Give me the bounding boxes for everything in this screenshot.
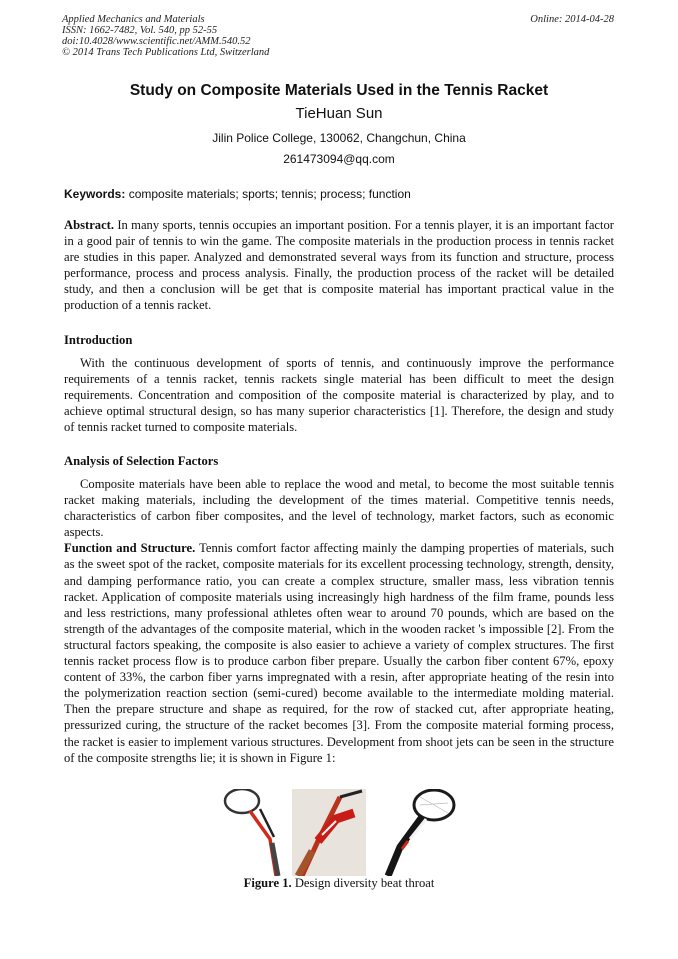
keywords-text: composite materials; sports; tennis; process; function: [125, 187, 411, 201]
keywords: [64, 187, 616, 201]
introduction-body: [64, 355, 614, 435]
figure-caption-text: Design diversity beat throat: [291, 876, 435, 890]
online-date: Online: 2014-04-28: [530, 14, 614, 25]
issn-line: ISSN: 1662-7482, Vol. 540, pp 52-55: [62, 25, 218, 36]
figure-label: Figure 1.: [243, 876, 292, 890]
abstract-text: In many sports, tennis occupies an important position. For a tennis player, it is an important factor in a good pair of tennis to win the game. The composite materials in the production process in tennis racket are studies in this paper. Analyzed and demonstrated several ways from its function and structure, process performance, process and process analysis. Finally, the production process of the racket will be detailed study, and then a conclusion will be get that is composite material has important practical value in the production of a tennis racket.: [64, 218, 614, 313]
analysis-intro-text: Composite materials have been able to replace the wood and metal, to become the most suitable tennis racket making materials, including the development of the times material. Competitive tennis needs, characteristics of carbon fiber composites, and the level of technology, market factors, such as economic aspects.: [64, 477, 614, 540]
journal-name: Applied Mechanics and Materials: [62, 14, 205, 25]
affiliation: Jilin Police College, 130062, Changchun, China: [212, 131, 466, 145]
journal-header: [62, 14, 618, 58]
abstract: [64, 217, 614, 314]
copyright-line: © 2014 Trans Tech Publications Ltd, Switzerland: [62, 47, 270, 58]
analysis-heading: Analysis of Selection Factors: [64, 454, 219, 468]
author-email[interactable]: 261473094@qq.com: [283, 152, 395, 166]
function-structure-text: Tennis comfort factor affecting mainly the damping properties of materials, such as the sweet spot of the racket, composite materials for its excellent processing technology, strength, density, and damping performance ratio, you can create a complex structure, smaller mass, less vibration tennis racket. Application of composite materials using increasingly high hardness of the film frame, pounds less and less restrictions, many professional athletes often wear to around 70 pounds, which are based on the strength of the advantages of the composite material, which in the wooden racket 's impossible [2]. From the structural factors speaking, the composite is also easier to achieve a variety of complex structures. The first tennis racket process flow is to produce carbon fiber prepare. Usually the carbon fiber content 67%, epoxy content of 33%, the carbon fiber yarns impregnated with a resin, after appropriate heating of the resin into the polymerization reaction section (semi-cured) become available to the intermediate molding material. Then the prepare structure and shape as required, for the row of stacked cut, after appropriate heating, pressurized curing, the structure of the racket becomes [3]. From the composite material forming process, the racket is easier to implement various structures. Development from shoot jets can be seen in the structure of the composite strengths lie; it is shown in Figure 1:: [64, 541, 614, 765]
racket-photo-1: [222, 789, 292, 876]
keywords-label: Keywords:: [64, 187, 126, 201]
paper-title: Study on Composite Materials Used in the Tennis Racket: [129, 82, 549, 99]
figure-1-caption: [0, 876, 678, 891]
author-name: TieHuan Sun: [295, 105, 383, 122]
doi-line[interactable]: doi:10.4028/www.scientific.net/AMM.540.52: [62, 36, 251, 47]
introduction-heading: Introduction: [64, 333, 133, 347]
function-structure-label: Function and Structure.: [64, 541, 196, 556]
introduction-text: With the continuous development of sports of tennis, and continuously improve the performance requirements of a tennis racket, tennis rackets single material has been difficult to meet the design requirements. Concentration and composition of the composite material is characterized by play, and to achieve optimal structural design, so has many superior characteristics [1]. Therefore, the design and study of tennis racket turned to composite materials.: [64, 356, 614, 435]
analysis-body: [64, 476, 614, 766]
abstract-label: Abstract.: [64, 218, 115, 232]
figure-1-rackets: [222, 789, 460, 876]
